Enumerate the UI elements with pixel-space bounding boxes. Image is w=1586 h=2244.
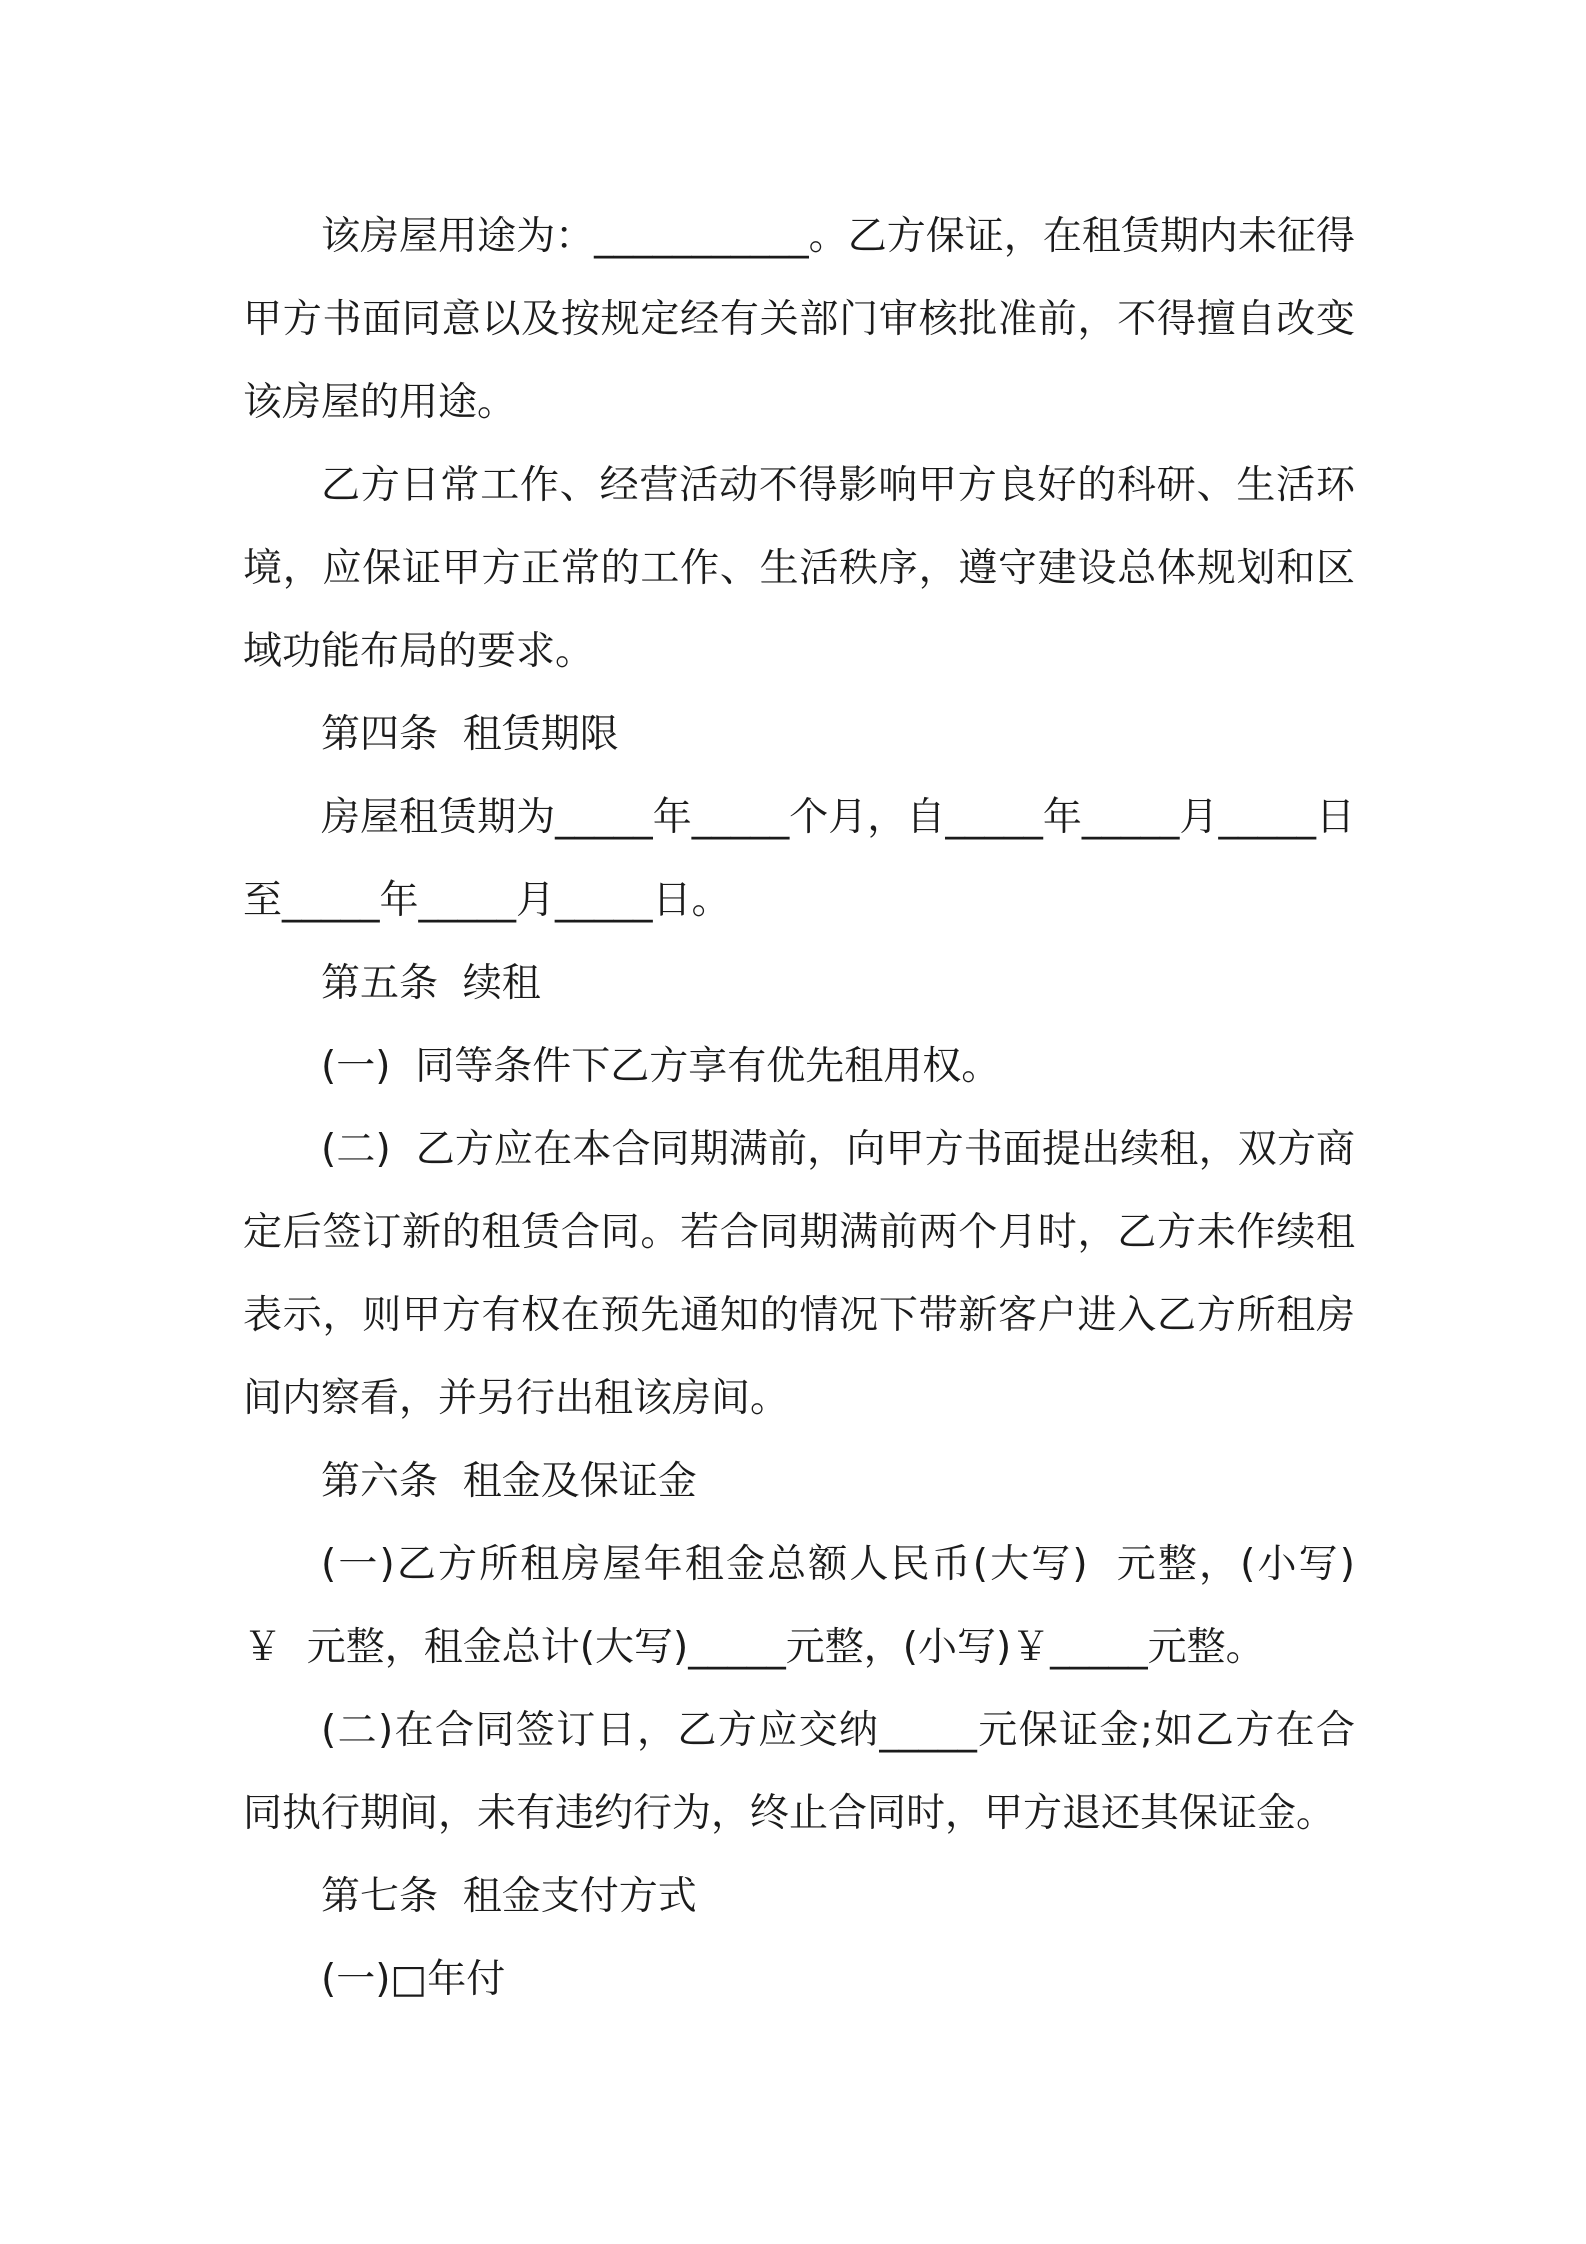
- paragraph-renewal-priority: (一) 同等条件下乙方享有优先租用权。: [321, 1044, 1001, 1089]
- heading-article-5: 第五条 续租: [321, 961, 541, 1006]
- paragraph-annual-payment-option: (一)□年付: [321, 1957, 506, 2002]
- document-body: [243, 195, 1380, 2021]
- paragraph-renewal-notice: (二) 乙方应在本合同期满前，向甲方书面提出续租，双方商定后签订新的租赁合同。若合同期满前两个月时，乙方未作续租表示，则甲方有权在预先通知的情况下带新客户进入乙方所租房间内察看，并另行出租该房间。: [243, 1127, 1355, 1421]
- paragraph-business-activities: 乙方日常工作、经营活动不得影响甲方良好的科研、生活环境，应保证甲方正常的工作、生活秩序，遵守建设总体规划和区域功能布局的要求。: [243, 463, 1355, 674]
- heading-article-4: 第四条 租赁期限: [321, 712, 619, 757]
- paragraph-house-usage: 该房屋用途为：___________。乙方保证，在租赁期内未征得甲方书面同意以及按规定经有关部门审核批准前，不得擅自改变该房屋的用途。: [243, 214, 1355, 425]
- paragraph-lease-term: 房屋租赁期为_____年_____个月，自_____年_____月_____日至_____年_____月_____日。: [243, 795, 1355, 923]
- heading-article-7: 第七条 租金支付方式: [321, 1874, 697, 1919]
- heading-article-6: 第六条 租金及保证金: [321, 1459, 697, 1504]
- paragraph-deposit: (二)在合同签订日，乙方应交纳_____元保证金;如乙方在合同执行期间，未有违约行为，终止合同时，甲方退还其保证金。: [243, 1708, 1355, 1836]
- paragraph-annual-rent: (一)乙方所租房屋年租金总额人民币(大写) 元整，(小写) ￥ 元整，租金总计(大写)_____元整，(小写)￥_____元整。: [243, 1542, 1380, 1670]
